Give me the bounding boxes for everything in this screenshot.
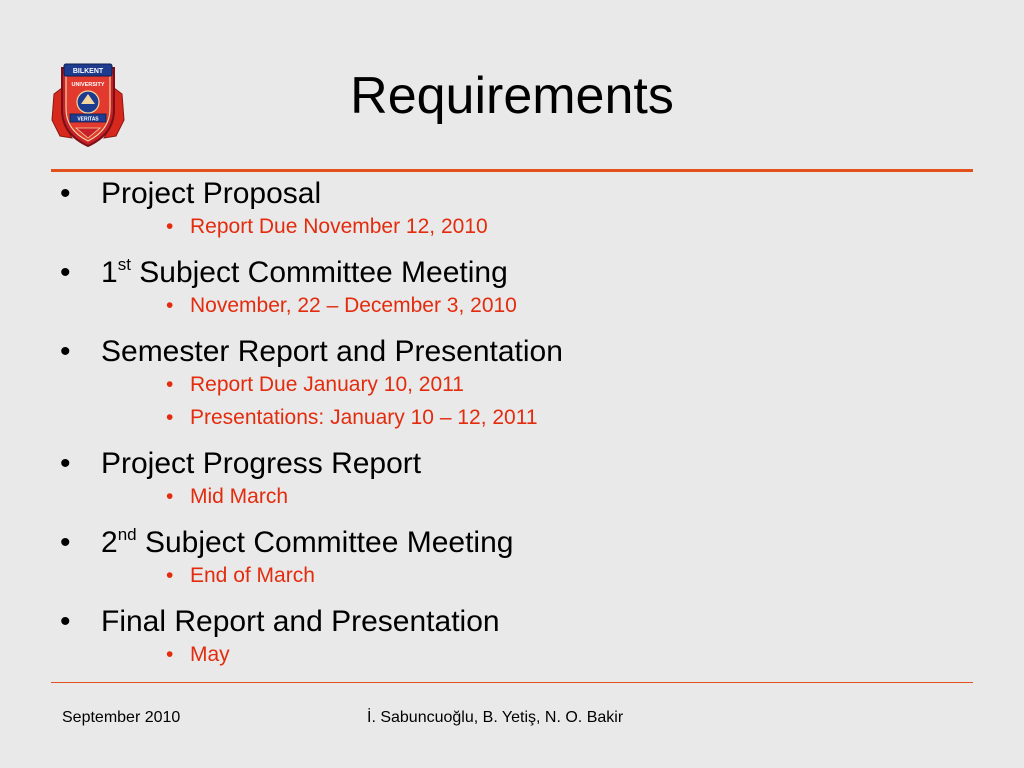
bullet-item-text	[101, 174, 321, 214]
bullet-glyph: •	[60, 605, 71, 638]
bullet-item-label: Semester Report and Presentation	[101, 335, 563, 368]
sub-bullet-glyph: •	[166, 485, 174, 508]
sub-bullet-glyph: •	[166, 643, 174, 666]
bullet-item-text	[101, 523, 513, 563]
bullet-item-text	[101, 332, 563, 372]
bullet-glyph: •	[60, 177, 71, 210]
sub-bullet-glyph: •	[166, 294, 174, 317]
sub-bullet-item-text: Report Due January 10, 2011	[190, 373, 464, 396]
sub-bullet-item-text: End of March	[190, 564, 315, 587]
bullet-glyph: •	[60, 256, 71, 289]
bullet-glyph: •	[60, 335, 71, 368]
sub-bullet-glyph: •	[166, 215, 174, 238]
sub-bullet-item-text: May	[190, 643, 230, 666]
sub-bullet-item-text: Presentations: January 10 – 12, 2011	[190, 406, 538, 429]
bullet-item-text	[101, 602, 500, 642]
ordinal-suffix: st	[117, 255, 131, 274]
bullet-item-label: Subject Committee Meeting	[136, 526, 514, 559]
title-divider	[51, 169, 973, 172]
logo-text-top: BILKENT	[72, 68, 104, 75]
logo-text-motto: VERITAS	[77, 116, 99, 123]
bullet-glyph: •	[60, 526, 71, 559]
ordinal-suffix: nd	[117, 525, 137, 544]
bullet-item-label: Project Progress Report	[101, 447, 422, 480]
logo-text-middle: UNIVERSITY	[71, 82, 105, 88]
ordinal-number: 1	[101, 256, 118, 289]
sub-bullet-item-text: Report Due November 12, 2010	[190, 215, 488, 238]
footer-authors: İ. Sabuncuoğlu, B. Yetiş, N. O. Bakir	[367, 709, 624, 726]
ordinal-number: 2	[101, 526, 118, 559]
sub-bullet-glyph: •	[166, 564, 174, 587]
footer-divider	[51, 682, 973, 683]
bullet-glyph: •	[60, 447, 71, 480]
sub-bullet-glyph: •	[166, 373, 174, 396]
bullet-item-text	[101, 253, 508, 293]
footer-date: September 2010	[62, 709, 181, 726]
bullet-item-label: Subject Committee Meeting	[130, 256, 508, 289]
sub-bullet-item-text: Mid March	[190, 485, 289, 508]
bullet-item-label: Project Proposal	[101, 177, 322, 210]
bullet-item-label: Final Report and Presentation	[101, 605, 500, 638]
slide-title: Requirements	[350, 67, 674, 125]
bullet-item-text	[101, 444, 421, 484]
sub-bullet-glyph: •	[166, 406, 174, 429]
sub-bullet-item-text: November, 22 – December 3, 2010	[190, 294, 517, 317]
